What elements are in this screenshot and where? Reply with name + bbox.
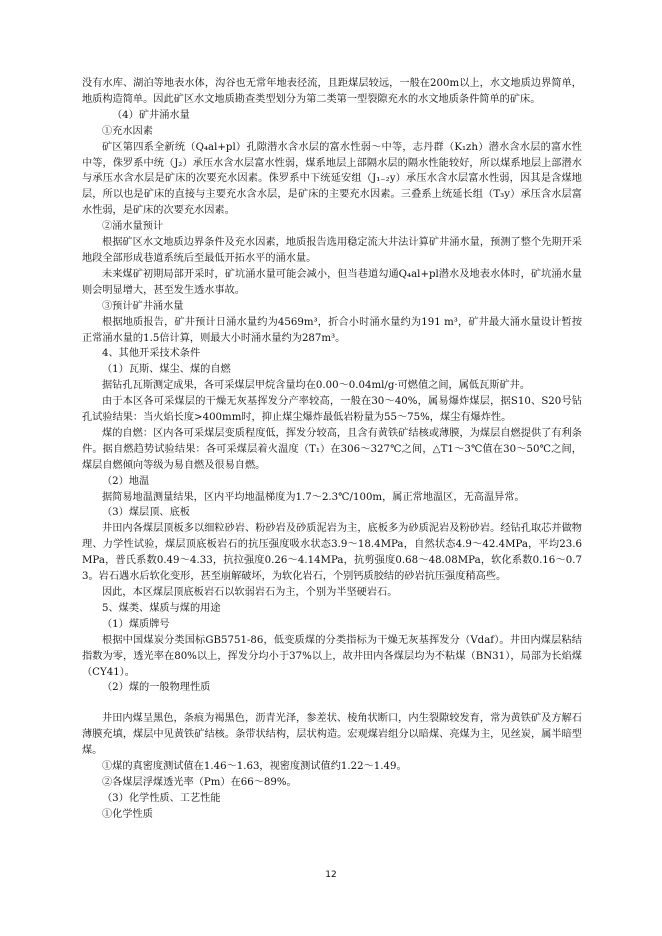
paragraph: ①煤的真密度测试值在1.46～1.63，视密度测试值约1.22～1.49。 (102, 761, 407, 773)
paragraph: （1）瓦斯、煤尘、煤的自燃 (102, 364, 231, 376)
paragraph: ②涌水量预计 (102, 221, 164, 233)
paragraph: 井田内煤呈黑色，条痕为褐黑色，沥青光泽，参差状、棱角状断口，内生裂隙较发育，常为黄铁矿及方解石薄膜充填，煤层中见黄铁矿结核。条带状结构，层状构造。宏观煤岩组分以暗煤、亮煤为主，见丝炭，属半暗型煤。 (82, 713, 582, 757)
paragraph: 没有水库、湖泊等地表水体，沟谷也无常年地表径流，且距煤层较远，一般在200m以上，水文地质边界简单，地质构造简单。因此矿区水文地质勘查类型划分为第二类第一型裂隙充水的水文地质条件简单的矿床。 (82, 78, 582, 105)
paragraph: （4）矿井涌水量 (112, 109, 190, 121)
paragraph: 因此，本区煤层顶底板岩石以软弱岩石为主，个别为半坚硬岩石。 (102, 587, 398, 598)
paragraph: ③预计矿井涌水量 (102, 300, 184, 312)
paragraph: 据简易地温测量结果，区内平均地温梯度为1.7～2.3℃/100m，属正常地温区，无高温异常。 (102, 491, 525, 503)
paragraph: 根据矿区水文地质边界条件及充水因素，地质报告选用稳定流大井法计算矿井涌水量，预测了整个先期开采地段全部形成巷道系统后至最低开拓水平的涌水量。 (82, 237, 582, 264)
paragraph: 煤的自燃：区内各可采煤层变质程度低，挥发分较高，且含有黄铁矿结核或薄膜，为煤层自燃提供了有利条件。据自燃趋势试验结果：各可采煤层着火温度（T₁）在306～327℃之间，△T1～3℃值在30～50℃之间，煤层自燃倾向等级为易自燃及很易自燃。 (82, 427, 582, 471)
paragraph: 5、煤类、煤质与煤的用途 (102, 602, 221, 614)
paragraph: （3）化学性质、工艺性能 (102, 792, 221, 804)
paragraph: （1）煤质牌号 (102, 618, 170, 630)
paragraph: ①化学性质 (102, 808, 153, 820)
paragraph: 根据中国煤炭分类国标GB5751-86，低变质煤的分类指标为干燥无灰基挥发分（Vdaf）。井田内煤层粘结指数为零，透光率在80%以上，挥发分均小于37%以上，故井田内各煤层均为不粘煤（BN31），局部为长焰煤（CY41）。 (82, 634, 582, 678)
paragraph: （2）地温 (102, 475, 150, 487)
paragraph: 根据地质报告，矿井预计日涌水量约为4569m³，折合小时涌水量约为191 m³，矿井最大涌水量设计暂按正常涌水量的1.5倍计算，则最大小时涌水量约为287m³。 (82, 316, 582, 344)
paragraph: （3）煤层顶、底板 (102, 507, 190, 519)
paragraph: ②各煤层浮煤透光率（Pm）在66～89%。 (102, 776, 297, 788)
blank-line (82, 696, 582, 711)
paragraph: 井田内各煤层顶板多以细粒砂岩、粉砂岩及砂质泥岩为主，底板多为砂质泥岩及粉砂岩。经钻孔取芯并做物理、力学性试验，煤层顶底板岩石的抗压强度吸水状态3.9～18.4MPa，自然状态4.9～42.4MPa，平均23.6MPa，普氏系数0.49～4.33，抗拉强度0.26～4.14MPa，抗剪强度0.68～48.08MPa，软化系数0.16～0.73。岩石遇水后软化变形，甚至崩解破坏，为软化岩石，个别钙质胶结的砂岩抗压强度稍高些。 (82, 523, 582, 583)
paragraph: 4、其他开采技术条件 (102, 348, 201, 360)
paragraph: 据钻孔瓦斯测定成果，各可采煤层甲烷含量均在0.00～0.04ml/g·可燃值之间，属低瓦斯矿井。 (102, 380, 531, 392)
paragraph: （2）煤的一般物理性质 (102, 682, 211, 694)
paragraph: 由于本区各可采煤层的干燥无灰基挥发分产率较高，一般在30～40%，属易爆炸煤层，据S10、S20号钻孔试验结果：当火焰长度>400mm时，抑止煤尘爆炸最低岩粉量为55～75%，煤尘有爆炸性。 (82, 396, 582, 424)
document-body (82, 76, 582, 823)
page-number: 12 (325, 870, 337, 880)
paragraph: 矿区第四系全新统（Q₄al+pl）孔隙潜水含水层的富水性弱～中等，志丹群（K₁zh）潜水含水层的富水性中等，侏罗系中统（J₂）承压水含水层富水性弱，煤系地层上部隔水层的隔水性能较好，所以煤系地层上部潜水与承压水含水层是矿床的次要充水因素。侏罗系中下统延安组（J₁₋₂y）承压水含水层富水性弱，因其是含煤地层，所以也是矿床的直接与主要充水含水层，是矿床的主要充水因素。三叠系上统延长组（T₃y）承压含水层富水性弱，是矿床的次要充水因素。 (82, 141, 582, 217)
paragraph: ①充水因素 (102, 125, 153, 137)
paragraph: 未来煤矿初期局部开采时，矿坑涌水量可能会减小，但当巷道勾通Q₄al+pl潜水及地表水体时，矿坑涌水量则会明显增大，甚至发生透水事故。 (82, 268, 582, 296)
